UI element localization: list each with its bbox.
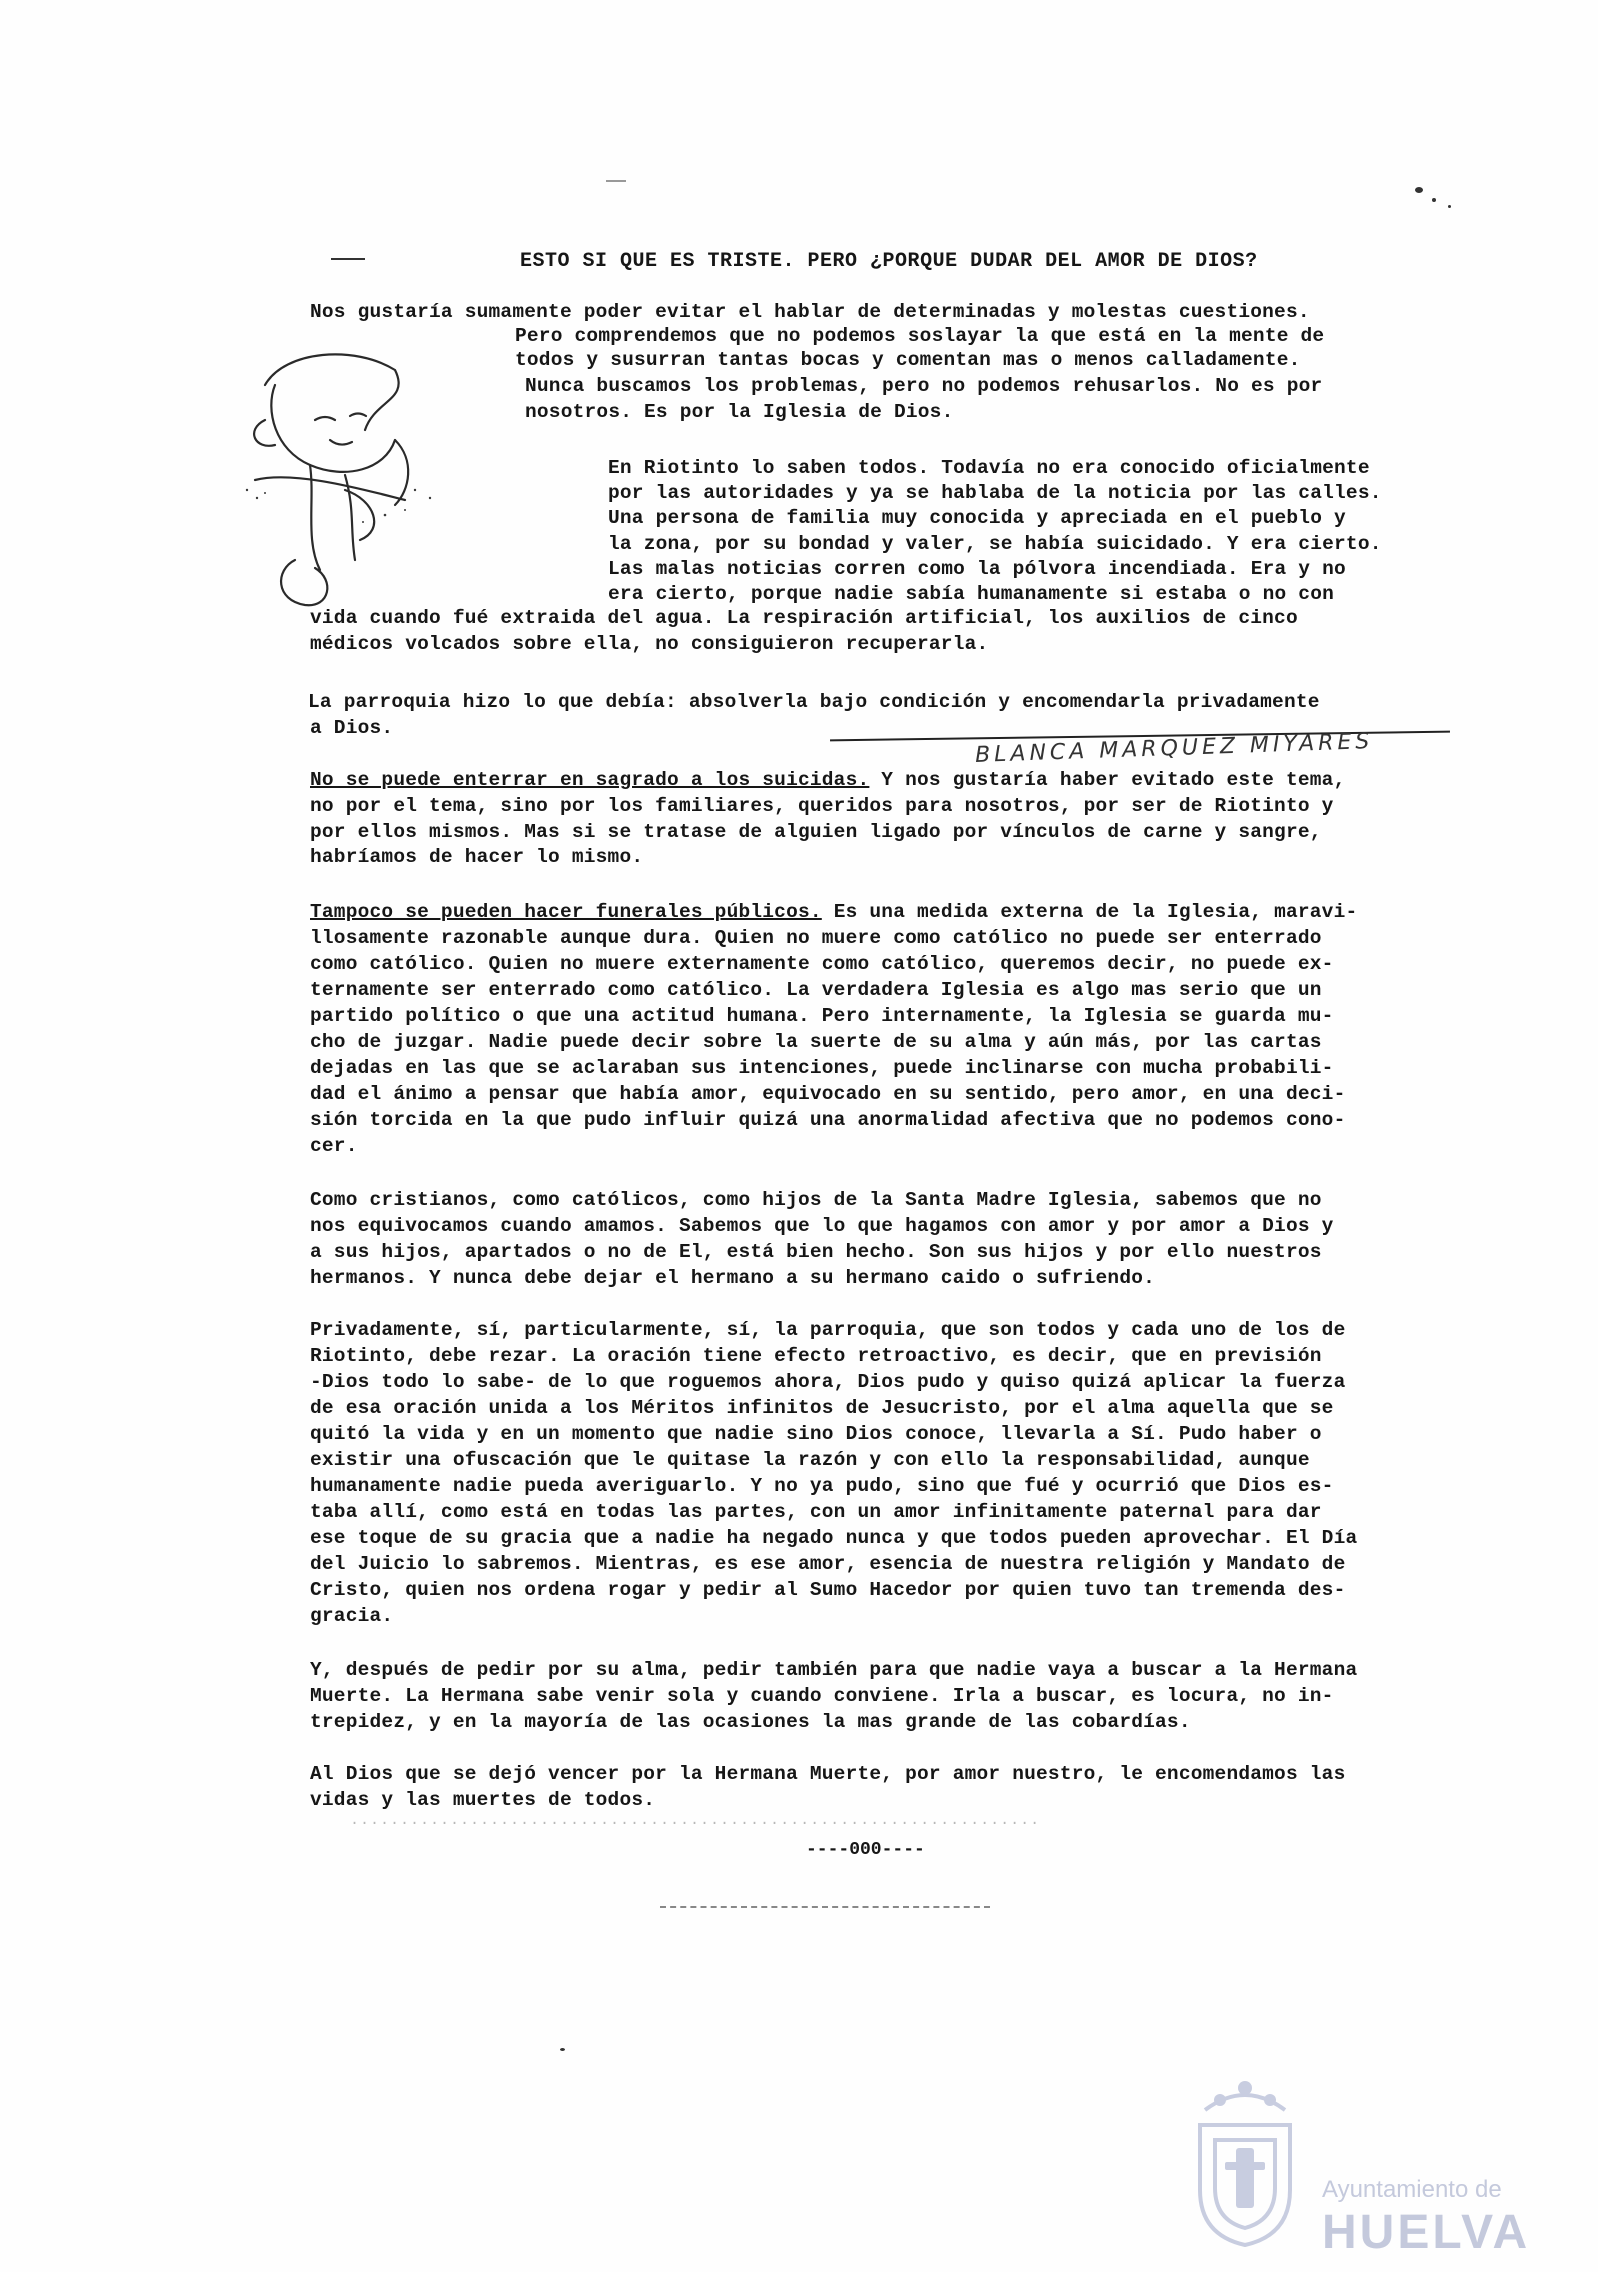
paragraph-2-line: vida cuando fué extraida del agua. La respiración artificial, los auxilios de cinco: [310, 607, 1298, 629]
paragraph-5-line: como católico. Quien no muere externamente como católico, queremos decir, no puede ex-: [310, 953, 1334, 975]
huelva-coat-of-arms-watermark: [1180, 2070, 1310, 2250]
paragraph-9-line: Al Dios que se dejó vencer por la Hermana Muerte, por amor nuestro, le encomendamos las: [310, 1763, 1346, 1785]
paragraph-8-line: trepidez, y en la mayoría de las ocasiones la mas grande de las cobardías.: [310, 1711, 1191, 1733]
paragraph-7-line: quitó la vida y en un momento que nadie sino Dios conoce, llevarla a Sí. Pudo haber o: [310, 1423, 1322, 1445]
handwritten-name-note: BLANCA MARQUEZ MIYARES: [974, 729, 1374, 768]
paragraph-5-line: llosamente razonable aunque dura. Quien no muere como católico no puede ser enterrado: [310, 927, 1322, 949]
paragraph-5-line: sión torcida en la que pudo influir quizá una anormalidad afectiva que no podemos cono-: [310, 1109, 1346, 1131]
document-title: ESTO SI QUE ES TRISTE. PERO ¿PORQUE DUDAR DEL AMOR DE DIOS?: [520, 250, 1258, 273]
paragraph-1-line: Nunca buscamos los problemas, pero no podemos rehusarlos. No es por: [525, 375, 1323, 397]
paragraph-2-line: Las malas noticias corren como la pólvora incendiada. Era y no: [608, 558, 1346, 580]
paragraph-5-line: cer.: [310, 1135, 358, 1157]
ink-speck: [1448, 205, 1451, 208]
paragraph-5-rest: Es una medida externa de la Iglesia, maravi-: [821, 901, 1358, 923]
paragraph-6-line: hermanos. Y nunca debe dejar el hermano a su hermano caido o sufriendo.: [310, 1267, 1156, 1289]
paragraph-5-lead: Tampoco se pueden hacer funerales públicos.: [310, 901, 822, 923]
paragraph-4-lead: No se puede enterrar en sagrado a los suicidas.: [310, 769, 870, 791]
paragraph-5-line: partido político o que una actitud humana. Pero internamente, la Iglesia se guarda mu-: [310, 1005, 1334, 1027]
watermark-line-1: Ayuntamiento de: [1322, 2176, 1502, 2203]
paragraph-5-line: dejadas en las que se aclaraban sus intenciones, puede inclinarse con mucha probabili-: [310, 1057, 1334, 1079]
paragraph-3-line: a Dios.: [310, 717, 394, 739]
paragraph-8-line: Muerte. La Hermana sabe venir sola y cuando conviene. Irla a buscar, es locura, no in-: [310, 1685, 1334, 1707]
paragraph-7-line: taba allí, como está en todas las partes, con un amor infinitamente paternal para dar: [310, 1501, 1322, 1523]
paragraph-1-line: nosotros. Es por la Iglesia de Dios.: [525, 401, 954, 423]
paragraph-7-line: -Dios todo lo sabe- de lo que roguemos ahora, Dios pudo y quiso quizá aplicar la fuerza: [310, 1371, 1346, 1393]
paragraph-4-line: no por el tema, sino por los familiares, queridos para nosotros, por ser de Riotinto y: [310, 795, 1334, 817]
paragraph-7-line: Privadamente, sí, particularmente, sí, la parroquia, que son todos y cada uno de los de: [310, 1319, 1346, 1341]
ink-speck: [331, 258, 365, 260]
end-mark: ----000----: [806, 1840, 925, 1860]
paragraph-6-line: Como cristianos, como católicos, como hijos de la Santa Madre Iglesia, sabemos que no: [310, 1189, 1322, 1211]
paragraph-2-line: era cierto, porque nadie sabía humanamente si estaba o no con: [608, 583, 1335, 605]
paragraph-8-line: Y, después de pedir por su alma, pedir también para que nadie vaya a buscar a la Hermana: [310, 1659, 1358, 1681]
faint-offset-print: .....................................................................: [350, 1812, 1041, 1829]
paragraph-5-line: cho de juzgar. Nadie puede decir sobre la suerte de su alma y aún más, por las cartas: [310, 1031, 1322, 1053]
ink-speck: [1432, 198, 1436, 202]
paragraph-2-line: por las autoridades y ya se hablaba de la noticia por las calles.: [608, 482, 1382, 504]
paragraph-7-line: existir una ofuscación que le quitase la razón y con ello la responsabilidad, aunque: [310, 1449, 1310, 1471]
paragraph-1-line: todos y susurran tantas bocas y comentan mas o menos calladamente.: [515, 349, 1301, 371]
paragraph-5-line: ternamente ser enterrado como católico. La verdadera Iglesia es algo mas serio que un: [310, 979, 1322, 1001]
paragraph-7-line: Cristo, quien nos ordena rogar y pedir al Sumo Hacedor por quien tuvo tan tremenda des-: [310, 1579, 1346, 1601]
paragraph-2-line: médicos volcados sobre ella, no consiguieron recuperarla.: [310, 633, 989, 655]
paragraph-1-line: Pero comprendemos que no podemos soslayar la que está en la mente de: [515, 325, 1325, 347]
paragraph-6-line: nos equivocamos cuando amamos. Sabemos que lo que hagamos con amor y por amor a Dios y: [310, 1215, 1334, 1237]
paragraph-2-line: Una persona de familia muy conocida y apreciada en el pueblo y: [608, 507, 1346, 529]
paragraph-9-line: vidas y las muertes de todos.: [310, 1789, 656, 1811]
ink-speck: [1415, 187, 1423, 193]
paragraph-4-line: por ellos mismos. Mas si se tratase de alguien ligado por vínculos de carne y sangre,: [310, 821, 1322, 843]
paragraph-4-first-line: [310, 768, 1345, 792]
paragraph-7-line: del Juicio lo sabremos. Mientras, es ese amor, esencia de nuestra religión y Mandato de: [310, 1553, 1346, 1575]
paragraph-4-rest: Y nos gustaría haber evitado este tema,: [869, 769, 1346, 791]
paragraph-2-line: la zona, por su bondad y valer, se había suicidado. Y era cierto.: [608, 533, 1382, 555]
paragraph-7-line: de esa oración unida a los Méritos infinitos de Jesucristo, por el alma aquella que se: [310, 1397, 1334, 1419]
paragraph-3-line: La parroquia hizo lo que debía: absolverla bajo condición y encomendarla privadamente: [308, 691, 1320, 713]
paragraph-7-line: gracia.: [310, 1605, 394, 1627]
paragraph-1-line: Nos gustaría sumamente poder evitar el hablar de determinadas y molestas cuestiones.: [310, 301, 1310, 323]
paragraph-4-line: habríamos de hacer lo mismo.: [310, 846, 644, 868]
paragraph-7-line: ese toque de su gracia que a nadie ha negado nunca y que todos pueden aprovechar. El Día: [310, 1527, 1358, 1549]
paragraph-5-first-line: [310, 900, 1357, 924]
ink-speck: [606, 180, 626, 182]
paragraph-6-line: a sus hijos, apartados o no de El, está bien hecho. Son sus hijos y por ello nuestros: [310, 1241, 1322, 1263]
paragraph-5-line: dad el ánimo a pensar que había amor, equivocado en su sentido, pero amor, en una deci-: [310, 1083, 1346, 1105]
dashed-rule: [660, 1906, 990, 1908]
paragraph-7-line: Riotinto, debe rezar. La oración tiene efecto retroactivo, es decir, que en previsión: [310, 1345, 1322, 1367]
paragraph-7-line: humanamente nadie pueda averiguarlo. Y no ya pudo, sino que fué y ocurrió que Dios es-: [310, 1475, 1334, 1497]
ink-speck: [560, 2048, 565, 2051]
watermark-line-2: HUELVA: [1322, 2206, 1531, 2259]
paragraph-2-line: En Riotinto lo saben todos. Todavía no era conocido oficialmente: [608, 457, 1370, 479]
